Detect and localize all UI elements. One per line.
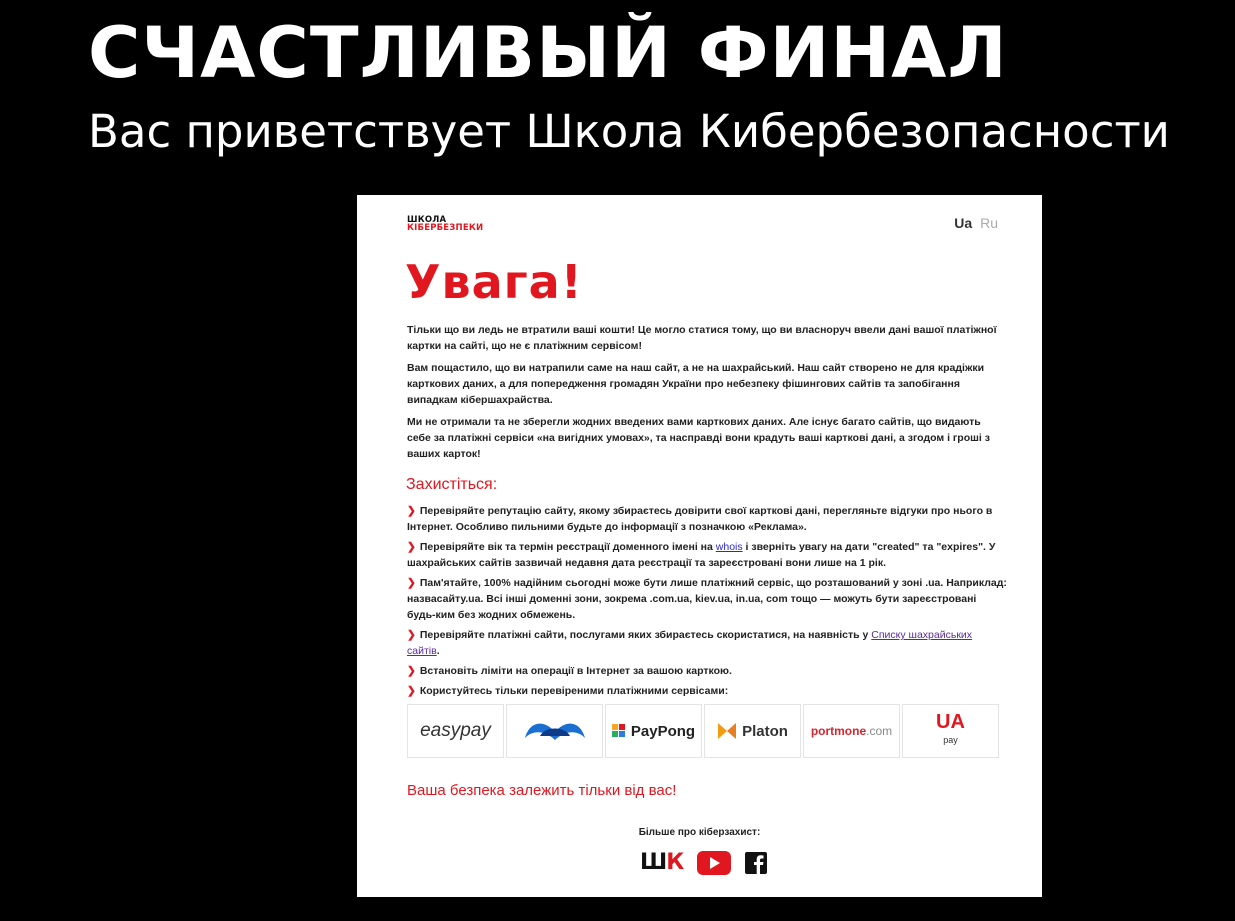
tip-text: Встановіть ліміти на операції в Інтернет за вашою карткою. bbox=[419, 665, 732, 677]
tip-item bbox=[407, 503, 1007, 535]
sk-letter-1: Ш bbox=[640, 850, 667, 875]
paypong-logo[interactable] bbox=[605, 704, 702, 758]
youtube-icon[interactable] bbox=[697, 851, 731, 875]
tip-item bbox=[407, 663, 1007, 679]
tip-item bbox=[407, 539, 1007, 571]
easypay-logo[interactable] bbox=[407, 704, 504, 758]
intro-paragraph: Тільки що ви ледь не втратили ваші кошти! Це могло статися тому, що ви власноруч ввели дані вашої платіжної картки на сайті, що не є платіжним сервісом! bbox=[407, 324, 997, 352]
sk-letter-2: К bbox=[666, 850, 684, 875]
hero-subtitle: Вас приветствует Школа Кибербезопасности bbox=[88, 105, 1170, 158]
whois-link[interactable]: whois bbox=[715, 541, 743, 553]
logo-line-2: КІБЕРБЕЗПЕКИ bbox=[407, 223, 484, 233]
host-infinity-icon bbox=[520, 716, 590, 746]
lang-ru-link[interactable]: Ru bbox=[980, 215, 998, 231]
tip-text: і зверніть увагу на дати "created" та "expires". У шахрайських сайтів зазвичай недавня дата реєстрації та зареєстровані вони лише на 1 рік. bbox=[407, 541, 996, 569]
host-logo[interactable] bbox=[506, 704, 603, 758]
tip-item bbox=[407, 683, 1007, 699]
chevron-right-icon: ❯ bbox=[407, 541, 416, 553]
language-switcher bbox=[954, 215, 998, 231]
platon-text: Platon bbox=[742, 722, 788, 740]
tip-item bbox=[407, 575, 1007, 623]
lang-ua-link[interactable]: Ua bbox=[954, 215, 973, 231]
easypay-text: easypay bbox=[420, 720, 491, 741]
tips-list bbox=[407, 503, 1007, 703]
site-logo[interactable] bbox=[407, 216, 483, 232]
tip-text: Перевіряйте вік та термін реєстрації доменного імені на bbox=[419, 541, 716, 553]
chevron-right-icon: ❯ bbox=[407, 505, 416, 517]
uapay-sub-text: pay bbox=[943, 735, 958, 745]
safety-message: Ваша безпека залежить тільки від вас! bbox=[407, 782, 677, 799]
chevron-right-icon: ❯ bbox=[407, 665, 416, 677]
portmone-com-text: .com bbox=[866, 724, 893, 738]
intro-paragraph: Вам пощастило, що ви натрапили саме на наш сайт, а не на шахрайський. Наш сайт створено не для крадіжки карткових даних, а для попередження громадян України про небезпеку фішингових сайтів та запобігання випадкам кібершахрайства. bbox=[407, 362, 985, 406]
chevron-right-icon: ❯ bbox=[407, 577, 416, 589]
logo-line-1: ШКОЛА bbox=[407, 215, 447, 225]
hero-title: СЧАСТЛИВЫЙ ФИНАЛ bbox=[88, 12, 1008, 94]
intro-paragraph: Ми не отримали та не зберегли жодних введених вами карткових даних. Але існує багато сайтів, що видають себе за платіжні сервіси «на вигідних умовах», та насправді вони крадуть ваші карткові дані, а згодом і гроші з ваших карток! bbox=[407, 416, 990, 460]
tip-text: . bbox=[436, 645, 440, 657]
facebook-icon[interactable] bbox=[745, 852, 767, 874]
cyber-school-icon[interactable] bbox=[640, 850, 683, 875]
intro-text bbox=[407, 322, 1007, 468]
tip-text: Перевіряйте репутацію сайту, якому збираєтесь довірити свої карткові дані, перегляньте відгуки про нього в Інтернет. Особливо пильними будьте до інформації з позначкою «Реклама». bbox=[407, 505, 993, 533]
chevron-right-icon: ❯ bbox=[407, 629, 416, 641]
tip-text: Перевіряйте платіжні сайти, послугами яких збираєтесь скористатися, на наявність у bbox=[419, 629, 872, 641]
embedded-webpage bbox=[357, 195, 1042, 897]
uapay-text: UA bbox=[936, 711, 965, 733]
paypong-icon bbox=[612, 724, 626, 738]
portmone-logo[interactable] bbox=[803, 704, 900, 758]
portmone-text: portmone bbox=[810, 724, 867, 738]
social-links bbox=[640, 850, 767, 875]
protect-heading: Захистіться: bbox=[406, 476, 498, 493]
platon-logo[interactable] bbox=[704, 704, 801, 758]
tip-item bbox=[407, 627, 1007, 659]
warning-heading: Увага! bbox=[405, 255, 583, 309]
payment-services bbox=[407, 704, 999, 758]
tip-text: Користуйтесь тільки перевіреними платіжними сервісами: bbox=[419, 685, 729, 697]
uapay-logo[interactable] bbox=[902, 704, 999, 758]
chevron-right-icon: ❯ bbox=[407, 685, 416, 697]
tip-text: Пам'ятайте, 100% надійним сьогодні може бути лише платіжний сервіс, що розташований у зоні .ua. Наприклад: назвасайту.ua. Всі інші доменні зони, зокрема .com.ua, kiev.ua, in.ua, com тощо — можуть бути зареєстровані будь-ким без жодних обмежень. bbox=[407, 577, 1007, 621]
paypong-text: PayPong bbox=[630, 722, 696, 740]
platon-icon bbox=[717, 722, 737, 740]
fraud-sites-list-link[interactable]: Списку шахрайських сайтів bbox=[407, 629, 973, 657]
more-about-label: Більше про кіберзахист: bbox=[638, 827, 761, 838]
